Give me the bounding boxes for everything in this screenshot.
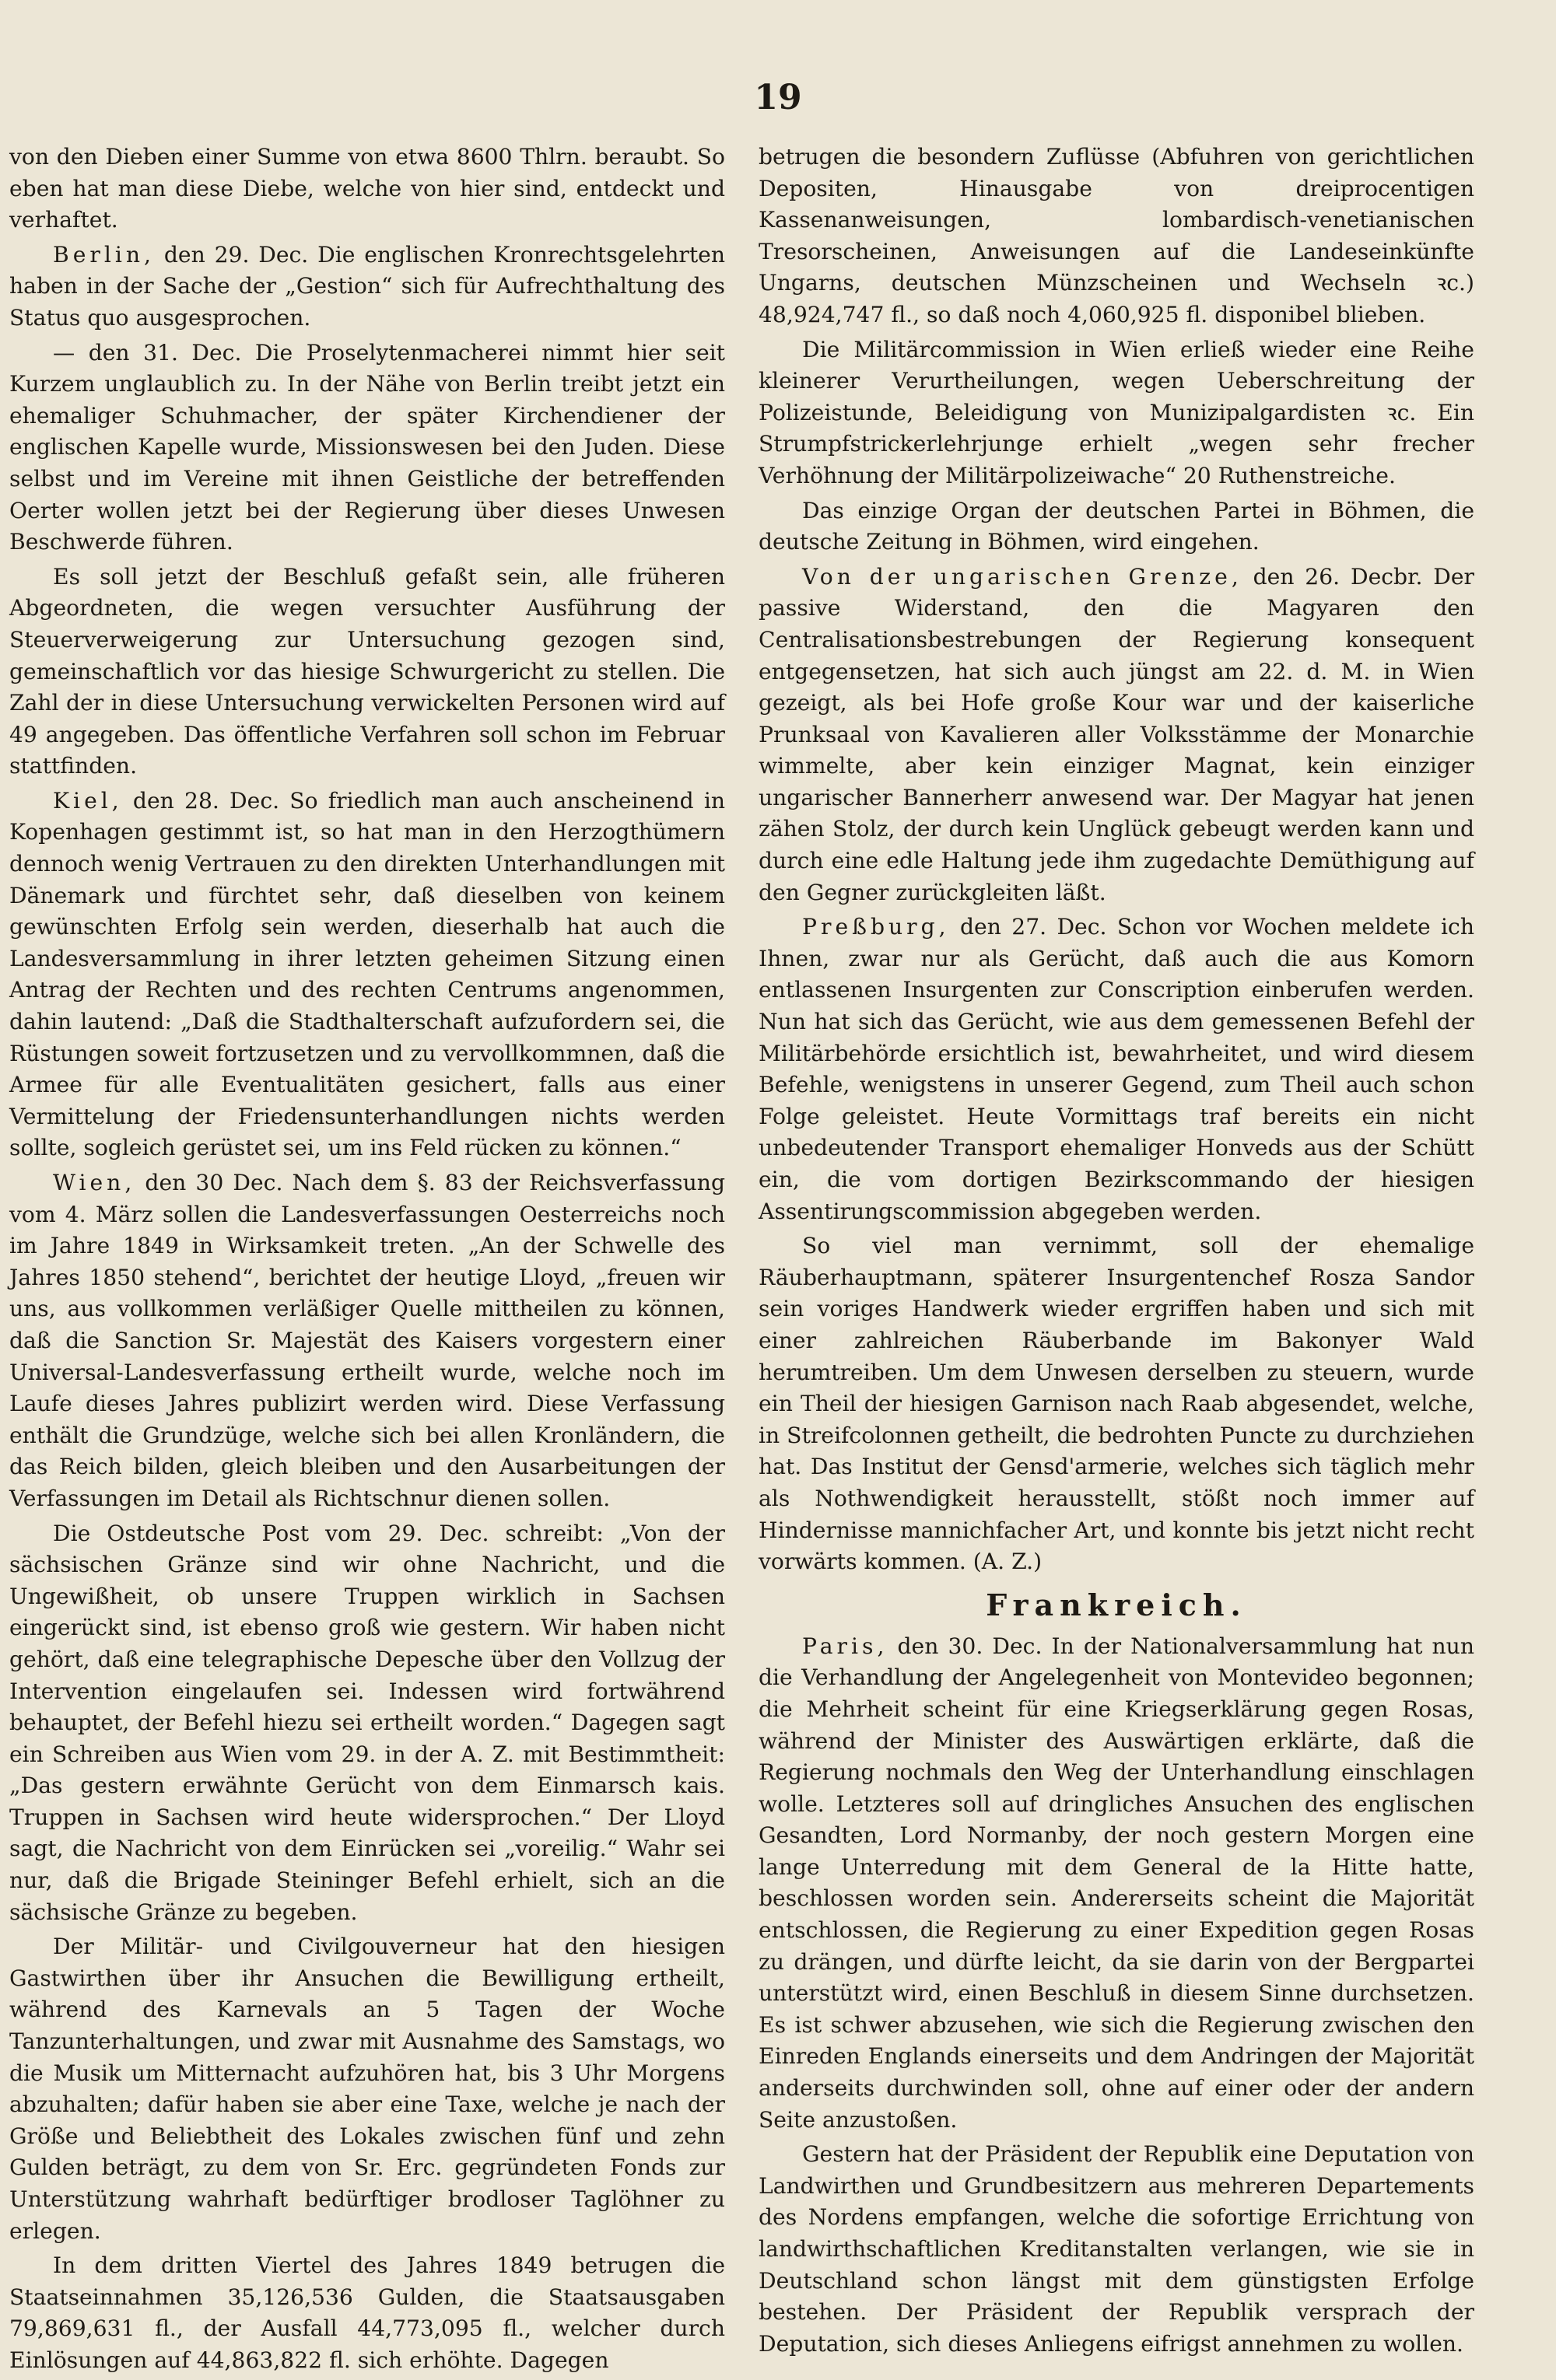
paragraph: [759, 1230, 1474, 1578]
paragraph: [9, 786, 725, 1164]
paragraph: [9, 2250, 725, 2376]
paragraph: [9, 1931, 725, 2247]
paragraph-text: — den 31. Dec. Die Proselytenmacherei nimmt hier seit Kurzem unglaublich zu. In der Nähe von Berlin treibt jetzt ein ehemaliger Schuhmacher, der später Kirchendiener der englischen Kapelle wurde, Missionswesen bei den Juden. Diese selbst und im Vereine mit ihnen Geistliche der betreffenden Oerter wollen jetzt bei der Regierung über dieses Unwesen Beschwerde führen.: [9, 339, 725, 555]
dateline-place: Kiel,: [53, 787, 123, 814]
page-number: 19: [754, 78, 802, 117]
paragraph-text: den 30. Dec. In der Nationalversammlung hat nun die Verhandlung der Angelegenheit von Montevideo begonnen; die Mehrheit scheint für eine Kriegserklärung gegen Rosas, während der Minister des Auswärtigen erklärte, daß die Regierung nochmals den Weg der Unterhandlung einschlagen wolle. Letzteres soll auf dringliches Ansuchen des englischen Gesandten, Lord Normanby, der noch gestern Morgen eine lange Unterredung mit dem General de la Hitte hatte, beschlossen worden sein. Andererseits scheint die Majorität entschlossen, die Regierung zu einer Expedition gegen Rosas zu drängen, und dürfte leicht, da sie darin von der Bergpartei unterstützt wird, einen Beschluß in diesem Sinne durchsetzen. Es ist schwer abzusehen, wie sich die Regierung zwischen den Einreden Englands einerseits und dem Andringen der Majorität anderseits durchwinden soll, ohne auf einer oder der andern Seite anzustoßen.: [759, 1633, 1474, 2133]
paragraph: [9, 1167, 725, 1515]
paragraph: [9, 338, 725, 558]
paragraph: [759, 912, 1474, 1227]
left-column: [9, 142, 725, 2380]
paragraph-text: den 28. Dec. So friedlich man auch anscheinend in Kopenhagen gestimmt ist, so hat man in den Herzogthümern dennoch wenig Vertrauen zu den direkten Unterhandlungen mit Dänemark und fürchtet sehr, daß dieselben von keinem gewünschten Erfolg sein werden, dieserhalb hat auch die Landesversammlung in ihrer letzten geheimen Sitzung einen Antrag der Rechten und des rechten Centrums angenommen, dahin lautend: „Daß die Stadthalterschaft aufzufordern sei, die Rüstungen soweit fortzusetzen und zu vervollkommnen, daß die Armee für alle Eventualitäten gesichert, falls aus einer Vermittelung der Friedensunterhandlungen nichts werden sollte, sogleich gerüstet sei, um ins Feld rücken zu können.“: [9, 787, 725, 1161]
paragraph-text: So viel man vernimmt, soll der ehemalige Räuberhauptmann, späterer Insurgentenchef Rosza Sandor sein voriges Handwerk wieder ergriffen haben und sich mit einer zahlreichen Räuberbande im Bakonyer Wald herumtreiben. Um dem Unwesen derselben zu steuern, wurde ein Theil der hiesigen Garnison nach Raab abgesendet, welche, in Streifcolonnen getheilt, die bedrohten Puncte zu durchziehen hat. Das Institut der Gensd'armerie, welches sich täglich mehr als Nothwendigkeit herausstellt, stößt noch immer auf Hindernisse mannichfacher Art, und konnte bis jetzt nicht recht vorwärts kommen. (A. Z.): [759, 1233, 1474, 1575]
paragraph-text: den 30 Dec. Nach dem §. 83 der Reichsverfassung vom 4. März sollen die Landesverfassungen Oesterreichs noch im Jahre 1849 in Wirksamkeit treten. „An der Schwelle des Jahres 1850 stehend“, berichtet der heutige Lloyd, „freuen wir uns, aus vollkommen verläßiger Quelle mittheilen zu können, daß die Sanction Sr. Majestät des Kaisers vorgestern einer Universal-Landesverfassung ertheilt wurde, welche noch im Laufe dieses Jahres publizirt werden wird. Diese Verfassung enthält die Grundzüge, welche sich bei allen Kronländern, die das Reich bilden, gleich bleiben und den Ausarbeitungen der Verfassungen im Detail als Richtschnur dienen sollen.: [9, 1170, 725, 1511]
paragraph-text: In dem dritten Viertel des Jahres 1849 betrugen die Staatseinnahmen 35,126,536 Gulden, die Staatsausgaben 79,869,631 fl., der Ausfall 44,773,095 fl., welcher durch Einlösungen auf 44,863,822 fl. sich erhöhte. Dagegen: [9, 2252, 725, 2373]
paragraph-text: den 27. Dec. Schon vor Wochen meldete ich Ihnen, zwar nur als Gerücht, daß auch die aus Komorn entlassenen Insurgenten zur Conscription einberufen werden. Nun hat sich das Gerücht, wie aus dem gemessenen Befehl der Militärbehörde ersichtlich ist, bewahrheitet, und wird diesem Befehle, wenigstens in unserer Gegend, zum Theil auch schon Folge geleistet. Heute Vormittags traf bereits ein nicht unbedeutender Transport ehemaliger Honveds aus der Schütt ein, die vom dortigen Bezirkscommando der hiesigen Assentirungscommission abgegeben werden.: [759, 914, 1474, 1224]
paragraph-text: den 29. Dec. Die englischen Kronrechtsgelehrten haben in der Sache der „Gestion“ sich für Aufrechthaltung des Status quo ausgesprochen.: [9, 241, 725, 331]
paragraph: [759, 142, 1474, 331]
paragraph: [9, 240, 725, 334]
paragraph: [759, 495, 1474, 558]
paragraph: [759, 2139, 1474, 2360]
dateline-place: Wien,: [53, 1170, 136, 1195]
paragraph-text: Die Militärcommission in Wien erließ wieder eine Reihe kleinerer Verurtheilungen, wegen Ueberschreitung der Polizeistunde, Beleidigung von Munizipalgardisten ꝛc. Ein Strumpfstrickerlehrjunge erhielt „wegen sehr frecher Verhöhnung der Militärpolizeiwache“ 20 Ruthenstreiche.: [759, 336, 1474, 488]
section-heading: Frankreich.: [986, 1587, 1247, 1622]
paragraph: [9, 562, 725, 782]
dateline-place: Preßburg,: [802, 914, 950, 940]
right-column: [759, 142, 1474, 2363]
paragraph: [9, 142, 725, 236]
dateline-place: Berlin,: [53, 241, 156, 268]
paragraph: [759, 562, 1474, 909]
paragraph-text: Der Militär- und Civilgouverneur hat den hiesigen Gastwirthen über ihr Ansuchen die Bewilligung ertheilt, während des Karnevals an 5 Tagen der Woche Tanzunterhaltungen, und zwar mit Ausnahme des Samstags, wo die Musik um Mitternacht aufzuhören hat, bis 3 Uhr Morgens abzuhalten; dafür haben sie aber eine Taxe, welche je nach der Größe und Beliebtheit des Lokales zwischen fünf und zehn Gulden beträgt, zu dem von Sr. Erc. gegründeten Fonds zur Unterstützung wahrhaft bedürftiger brodloser Taglöhner zu erlegen.: [9, 1934, 725, 2244]
paragraph-text: den 26. Decbr. Der passive Widerstand, den die Magyaren den Centralisationsbestrebungen der Regierung konsequent entgegensetzen, hat sich auch jüngst am 22. d. M. in Wien gezeigt, als bei Hofe große Kour war und der kaiserliche Prunksaal von Kavalieren aller Volksstämme der Monarchie wimmelte, aber kein einziger Magnat, kein einziger ungarischer Bannerherr anwesend war. Der Magyar hat jenen zähen Stolz, der durch kein Unglück gebeugt werden kann und durch eine edle Haltung jede ihm zugedachte Demüthigung auf den Gegner zurückgleiten läßt.: [759, 563, 1474, 905]
paragraph: [759, 1631, 1474, 2137]
dateline-place: Von der ungarischen Grenze,: [802, 563, 1242, 590]
paragraph: [759, 334, 1474, 492]
dateline-place: Paris,: [802, 1633, 888, 1659]
paragraph-text: Gestern hat der Präsident der Republik eine Deputation von Landwirthen und Grundbesitzern aus mehreren Departements des Nordens empfangen, welche die sofortige Errichtung von landwirthschaftlichen Kreditanstalten verlangen, wie sie in Deutschland schon längst mit dem günstigsten Erfolge bestehen. Der Präsident der Republik versprach der Deputation, sich dieses Anliegens eifrigst annehmen zu wollen.: [759, 2141, 1474, 2357]
paragraph-text: von den Dieben einer Summe von etwa 8600 Thlrn. beraubt. So eben hat man diese Diebe, welche von hier sind, entdeckt und verhaftet.: [9, 144, 725, 233]
paragraph-text: Es soll jetzt der Beschluß gefaßt sein, alle früheren Abgeordneten, die wegen versuchter Ausführung der Steuerverweigerung zur Untersuchung gezogen sind, gemeinschaftlich vor das hiesige Schwurgericht zu stellen. Die Zahl der in diese Untersuchung verwickelten Personen wird auf 49 angegeben. Das öffentliche Verfahren soll schon im Februar stattfinden.: [9, 563, 725, 779]
paragraph-text: Das einzige Organ der deutschen Partei in Böhmen, die deutsche Zeitung in Böhmen, wird eingehen.: [759, 497, 1474, 555]
paragraph-text: Die Ostdeutsche Post vom 29. Dec. schreibt: „Von der sächsischen Gränze sind wir ohne Nachricht, und die Ungewißheit, ob unsere Truppen wirklich in Sachsen eingerückt sind, ist ebenso groß wie gestern. Wir haben nicht gehört, daß eine telegraphische Depesche über den Vollzug der Intervention eingelaufen sei. Indessen wird fortwährend behauptet, der Befehl hiezu sei ertheilt worden.“ Dagegen sagt ein Schreiben aus Wien vom 29. in der A. Z. mit Bestimmtheit: „Das gestern erwähnte Gerücht von dem Einmarsch kais. Truppen in Sachsen wird heute widersprochen.“ Der Lloyd sagt, die Nachricht von dem Einrücken sei „voreilig.“ Wahr sei nur, daß die Brigade Steininger Befehl erhielt, sich an die sächsische Gränze zu begeben.: [9, 1520, 725, 1925]
paragraph: [9, 1518, 725, 1929]
paragraph-text: betrugen die besondern Zuflüsse (Abfuhren von gerichtlichen Depositen, Hinausgabe von dreiprocentigen Kassenanweisungen, lombardisch-venetianischen Tresorscheinen, Anweisungen auf die Landeseinkünfte Ungarns, deutschen Münzscheinen und Wechseln ꝛc.) 48,924,747 fl., so daß noch 4,060,925 fl. disponibel blieben.: [759, 144, 1474, 327]
